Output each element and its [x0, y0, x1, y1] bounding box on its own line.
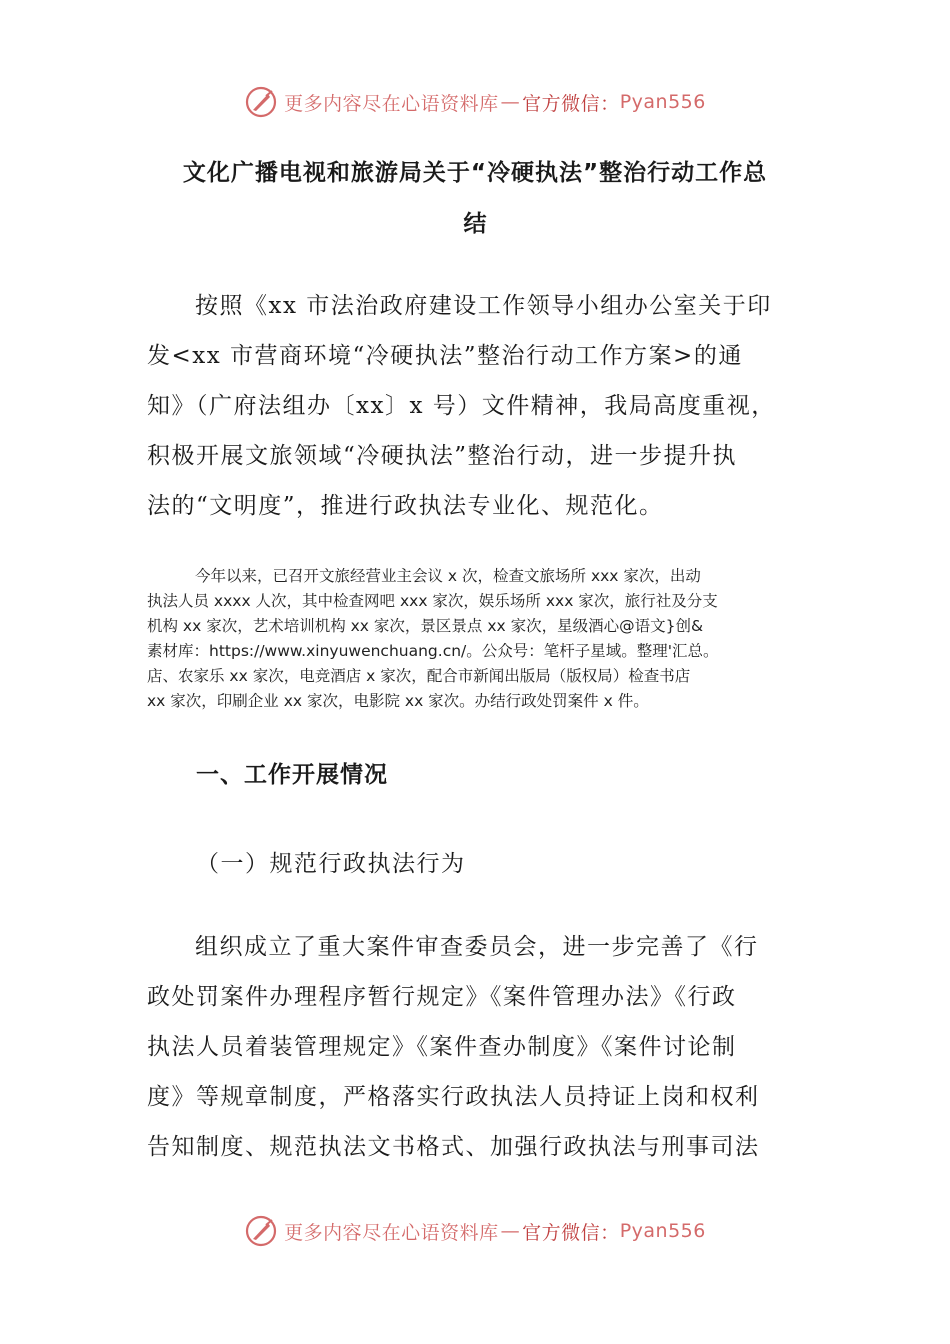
- body-line: 组织成立了重大案件审查委员会，进一步完善了《行: [195, 934, 759, 960]
- quill-logo-icon: [244, 85, 278, 119]
- summary-paragraph: [147, 564, 817, 714]
- summary-line: 执法人员 xxxx 人次，其中检查网吧 xxx 家次，娱乐场所 xxx 家次，旅行社及分支: [147, 592, 718, 610]
- watermark-separator: —: [500, 1220, 521, 1242]
- summary-line: xx 家次，印刷企业 xx 家次，电影院 xx 家次。办结行政处罚案件 x 件。: [147, 692, 649, 710]
- watermark-id: Pyan556: [619, 91, 706, 113]
- quill-logo-icon: [244, 1214, 278, 1248]
- summary-line: 今年以来，已召开文旅经营业主会议 x 次，检查文旅场所 xxx 家次，出动: [195, 567, 701, 585]
- body-line: 政处罚案件办理程序暂行规定》《案件管理办法》《行政: [147, 984, 737, 1010]
- body-line: 告知制度、规范执法文书格式、加强行政执法与刑事司法: [147, 1134, 760, 1160]
- watermark-id: Pyan556: [619, 1220, 706, 1242]
- summary-line: 店、农家乐 xx 家次，电竞酒店 x 家次，配合市新闻出版局（版权局）检查书店: [147, 667, 691, 685]
- intro-line: 法的“文明度”，推进行政执法专业化、规范化。: [147, 493, 664, 519]
- summary-line: 机构 xx 家次，艺术培训机构 xx 家次，景区景点 xx 家次，星级酒心@语文}创&: [147, 617, 704, 635]
- body-line: 度》等规章制度，严格落实行政执法人员持证上岗和权利: [147, 1084, 760, 1110]
- document-title-line-2: 结: [463, 211, 487, 237]
- watermark-brand: 更多内容尽在心语资料库: [284, 1221, 499, 1244]
- section-heading: 一、工作开展情况: [196, 762, 388, 788]
- body-line: 执法人员着装管理规定》《案件查办制度》《案件讨论制: [147, 1034, 737, 1060]
- intro-line: 发<xx 市营商环境“冷硬执法”整治行动工作方案>的通: [147, 343, 743, 369]
- watermark-official: 官方微信：: [522, 92, 620, 115]
- watermark-official: 官方微信：: [522, 1221, 620, 1244]
- body-paragraph: [147, 922, 807, 1172]
- intro-line: 知》（广府法组办〔xx〕x 号）文件精神，我局高度重视，: [147, 393, 776, 419]
- intro-line: 按照《xx 市法治政府建设工作领导小组办公室关于印: [195, 293, 772, 319]
- watermark-separator: —: [500, 91, 521, 113]
- summary-line: 素材库：https://www.xinyuwenchuang.cn/。公众号：笔杆子星域。整理'汇总。: [147, 642, 719, 660]
- subsection-heading: （一）规范行政执法行为: [196, 851, 466, 877]
- intro-paragraph: [147, 281, 807, 531]
- watermark-brand: 更多内容尽在心语资料库: [284, 92, 499, 115]
- watermark-top: [0, 84, 950, 120]
- watermark-bottom: [0, 1213, 950, 1249]
- document-title-line-1: 文化广播电视和旅游局关于“冷硬执法”整治行动工作总: [182, 160, 768, 186]
- intro-line: 积极开展文旅领域“冷硬执法”整治行动，进一步提升执: [147, 443, 738, 469]
